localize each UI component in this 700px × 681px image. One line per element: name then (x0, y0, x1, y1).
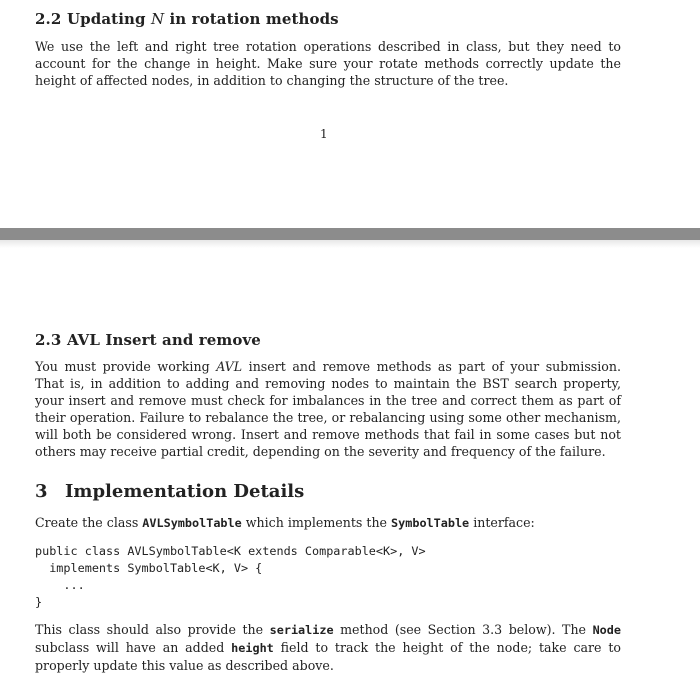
section-3-intro: Create the class AVLSymbolTable which implements the SymbolTable interface: (35, 515, 535, 530)
page-separator (0, 228, 700, 240)
section-2-3 (35, 331, 621, 460)
code-line-1: public class AVLSymbolTable<K extends Comparable<K>, V> (35, 544, 426, 558)
code-block (35, 543, 621, 611)
page-1 (0, 0, 700, 228)
page-2 (0, 248, 700, 681)
page-number: 1 (320, 127, 328, 141)
section-2-2-heading: 2.2 Updating N in rotation methods (35, 10, 339, 28)
section-3 (35, 481, 621, 674)
code-line-4: } (35, 595, 43, 609)
section-3-heading: 3 Implementation Details (35, 481, 305, 502)
code-line-2: implements SymbolTable<K, V> { (35, 561, 263, 575)
section-2-2 (35, 10, 621, 89)
section-3-paragraph: This class should also provide the serialize method (see Section 3.3 below). The Node subclass will have an added height field to track the height of the node; take care to properly update this value as described above. (35, 622, 621, 673)
code-line-3: ... (35, 578, 85, 592)
section-2-3-paragraph: You must provide working AVL insert and remove methods as part of your submission. That is, in addition to adding and removing nodes to maintain the BST search property, your insert and remove must check for imbalances in the tree and correct them as part of their operation. Failure to rebalance the tree, or rebalancing using some other mechanism, will both be considered wrong. Insert and remove methods that fail in some cases but not others may receive partial credit, depending on the severity and frequency of the failure. (35, 359, 621, 459)
page-separator-shadow (0, 240, 700, 248)
section-2-2-paragraph: We use the left and right tree rotation operations described in class, but they need to account for the change in height. Make sure your rotate methods correctly update the height of affected nodes, in addition to changing the structure of the tree. (35, 39, 621, 88)
section-2-3-heading: 2.3 AVL Insert and remove (35, 331, 261, 349)
